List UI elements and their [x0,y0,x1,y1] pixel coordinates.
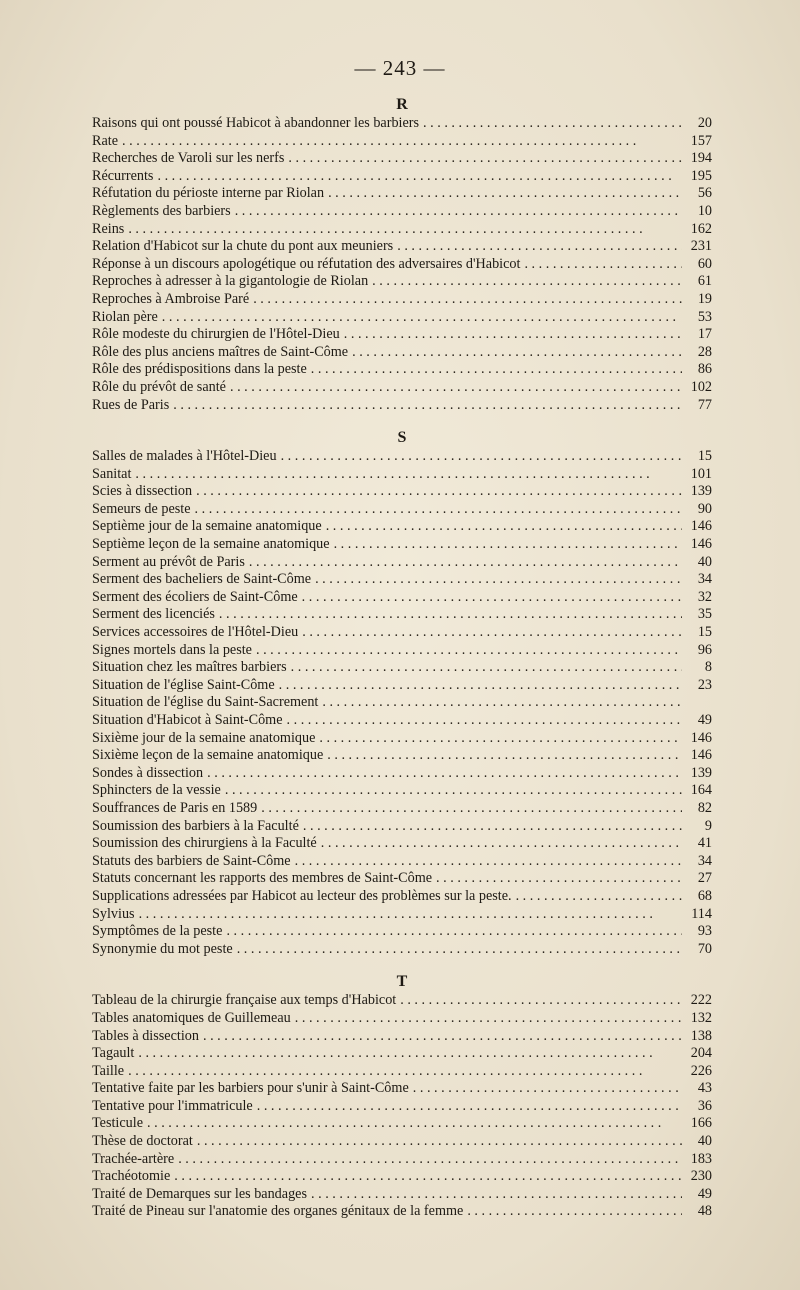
index-entry [92,906,712,924]
entry-page-number: 77 [697,396,712,413]
entry-page-number: 35 [697,606,712,623]
index-entry [92,448,712,466]
entry-page-number: 17 [697,326,712,343]
section-letter: R [396,96,408,113]
index-entry [92,518,712,536]
entry-page-number: 231 [690,238,712,255]
entry-page-number: 82 [697,799,712,816]
entry-label: Rate [92,132,118,149]
entry-label: Soumission des barbiers à la Faculté [92,817,299,834]
entry-page-number: 132 [690,1009,712,1026]
entry-label: Raisons qui ont poussé Habicot à abandonner les barbiers [92,115,420,131]
entry-label: Symptômes de la peste [92,923,223,940]
dot-leader [400,992,682,1010]
entry-label: Réfutation du périoste interne par Riolan [92,185,325,202]
entry-page-number: 146 [690,536,712,553]
index-entry [92,835,712,853]
entry-page-number: 43 [697,1080,712,1097]
entry-label: Serment des écoliers de Saint-Côme [92,588,298,605]
entry-page-number: 226 [690,1062,712,1079]
dot-leader [321,835,682,853]
index-entry [92,730,712,748]
dot-leader [352,344,682,362]
dot-leader [197,1133,682,1151]
page-number: — 243 — [354,56,446,80]
entry-label: Salles de malades à l'Hôtel-Dieu [92,448,277,465]
dot-leader [423,115,682,133]
entry-page-number: 49 [697,712,712,728]
dot-leader [173,397,682,415]
dot-leader [207,765,682,783]
index-entry [92,992,712,1010]
index-entry [92,379,712,397]
dot-leader [413,1080,682,1098]
index-entry [92,238,712,256]
entry-label: Situation de l'église Saint-Côme [92,676,275,693]
dot-leader [436,870,682,888]
index-entry [92,203,712,221]
entry-label: Thèse de doctorat [92,1133,193,1150]
entry-page-number: 102 [690,378,712,395]
entry-label: Serment au prévôt de Paris [92,553,245,570]
index-entry [92,888,712,906]
dot-leader [195,501,683,519]
entry-page-number: 183 [690,1150,712,1167]
index-entry [92,782,712,800]
entry-page-number: 195 [690,167,712,184]
index-entry [92,818,712,836]
entry-label: Serment des bacheliers de Saint-Côme [92,571,312,588]
index-entry [92,1045,712,1063]
index-entry [92,115,712,133]
entry-label: Riolan père [92,308,158,325]
entry-label: Supplications adressées par Habicot au lecteur des problèmes sur la peste. [92,887,512,904]
index-entry [92,853,712,871]
entry-label: Sondes à dissection [92,764,204,781]
entry-page-number: 86 [697,361,712,378]
index-entry [92,168,712,186]
dot-leader [303,818,682,836]
entry-page-number: 32 [697,588,712,605]
entry-label: Reproches à Ambroise Paré [92,290,250,307]
entry-page-number: 139 [690,483,712,500]
entry-page-number: 19 [697,290,712,307]
index-entry [92,1115,712,1133]
entry-page-number: 96 [697,641,712,658]
index-entry [92,677,712,695]
dot-leader [467,1203,682,1221]
entry-page-number: 28 [697,343,712,360]
index-entry [92,133,712,151]
entry-label: Réponse à un discours apologétique ou réfutation des adversaires d'Habicot [92,255,521,272]
index-entry [92,273,712,291]
entry-label: Situation de l'église du Saint-Sacrement [92,694,319,711]
dot-leader [279,677,682,695]
entry-label: Rôle du prévôt de santé [92,378,226,395]
entry-page-number: 56 [697,185,712,202]
entry-label: Rôle des prédispositions dans la peste [92,361,307,378]
entry-label: Soumission des chirurgiens à la Faculté [92,835,317,852]
index-entry [92,606,712,624]
index-entry [92,571,712,589]
entry-label: Tentative faite par les barbiers pour s'unir à Saint-Côme [92,1080,409,1097]
entry-label: Testicule [92,1115,144,1132]
dot-leader [235,203,682,221]
dot-leader [174,1168,682,1186]
index-entry [92,221,712,239]
entry-label: Rôle modeste du chirurgien de l'Hôtel-Dieu [92,326,340,343]
entry-page-number: 49 [697,1185,712,1202]
dot-leader [397,238,682,256]
entry-label: Signes mortels dans la peste [92,641,252,658]
index-entry [92,1010,712,1028]
entry-label: Sphincters de la vessie [92,782,221,799]
dot-leader [178,1151,682,1169]
entry-page-number: 230 [690,1168,712,1185]
entry-page-number: 61 [697,273,712,290]
dot-leader [249,554,682,572]
index-entry [92,344,712,362]
entry-page-number: 60 [697,255,712,272]
dot-leader [157,168,682,186]
entry-page-number: 114 [691,905,712,922]
dot-leader [226,923,682,941]
index-entry [92,483,712,501]
dot-leader [138,1045,682,1063]
index-entry [92,1080,712,1098]
index-entry [92,712,712,730]
index-entry [92,466,712,484]
entry-page-number: 20 [697,115,712,131]
index-entry [92,1098,712,1116]
entry-label: Tableau de la chirurgie française aux temps d'Habicot [92,992,397,1009]
entry-label: Reproches à adresser à la gigantologie de Riolan [92,273,369,290]
index-list [92,88,712,1221]
entry-label: Statuts concernant les rapports des membres de Saint-Côme [92,870,433,887]
index-entry [92,256,712,274]
entry-label: Synonymie du mot peste [92,940,233,957]
entry-label: Rues de Paris [92,396,170,413]
dot-leader [257,1098,682,1116]
entry-page-number: 146 [690,518,712,535]
index-entry [92,185,712,203]
entry-page-number: 70 [697,940,712,957]
dot-leader [344,326,682,344]
entry-page-number: 41 [697,835,712,852]
entry-label: Septième leçon de la semaine anatomique [92,536,330,553]
section-letter: T [396,973,408,991]
entry-label: Reins [92,220,125,237]
index-entry [92,501,712,519]
entry-label: Recherches de Varoli sur les nerfs [92,150,285,167]
entry-page-number: 146 [690,747,712,764]
entry-page-number: 34 [697,571,712,588]
entry-label: Taille [92,1062,125,1079]
entry-label: Traité de Pineau sur l'anatomie des organes génitaux de la femme [92,1203,464,1220]
index-entry [92,624,712,642]
entry-page-number: 8 [704,659,712,676]
dot-leader [128,1063,682,1081]
entry-label: Tentative pour l'immatricule [92,1097,253,1114]
entry-label: Semeurs de peste [92,500,191,517]
dot-leader [139,906,682,924]
index-entry [92,642,712,660]
index-entry [92,1028,712,1046]
dot-leader [196,483,682,501]
entry-page-number: 194 [690,150,712,167]
entry-page-number: 40 [697,1133,712,1150]
index-entry [92,554,712,572]
dot-leader [128,221,682,239]
entry-label: Serment des licenciés [92,606,215,623]
dot-leader [311,1186,682,1204]
dot-leader [327,747,682,765]
index-entry [92,747,712,765]
index-entry [92,589,712,607]
entry-label: Trachéotomie [92,1168,171,1185]
dot-leader [326,518,682,536]
entry-page-number: 157 [690,132,712,149]
dot-leader [288,150,682,168]
entry-label: Rôle des plus anciens maîtres de Saint-Côme [92,343,349,360]
entry-page-number: 48 [697,1203,712,1220]
index-entry [92,941,712,959]
index-entry [92,1203,712,1221]
dot-leader [295,1010,682,1028]
index-entry [92,765,712,783]
dot-leader [237,941,682,959]
entry-page-number: 27 [697,870,712,887]
dot-leader [256,642,682,660]
dot-leader [135,466,682,484]
entry-page-number: 101 [690,465,712,482]
dot-leader [311,361,682,379]
entry-label: Tables à dissection [92,1027,199,1044]
index-entry [92,659,712,677]
dot-leader [203,1028,682,1046]
index-entry [92,536,712,554]
entry-label: Règlements des barbiers [92,202,231,219]
dot-leader [253,291,682,309]
entry-label: Scies à dissection [92,483,193,500]
entry-page-number: 222 [690,992,712,1009]
dot-leader [281,448,682,466]
index-entry [92,800,712,818]
entry-label: Souffrances de Paris en 1589 [92,799,258,816]
entry-label: Services accessoires de l'Hôtel-Dieu [92,624,299,641]
entry-page-number: 23 [697,676,712,693]
entry-page-number: 15 [697,624,712,641]
dot-leader [122,133,682,151]
dot-leader [322,694,682,712]
dot-leader [524,256,682,274]
entry-page-number: 53 [697,308,712,325]
index-entry [92,1186,712,1204]
entry-label: Tables anatomiques de Guillemeau [92,1009,291,1026]
entry-label: Relation d'Habicot sur la chute du pont aux meuniers [92,238,394,255]
entry-page-number: 162 [690,220,712,237]
entry-label: Trachée-artère [92,1150,175,1167]
entry-label: Situation d'Habicot à Saint-Côme [92,712,283,728]
index-entry [92,309,712,327]
dot-leader [334,536,682,554]
dot-leader [302,624,682,642]
index-entry [92,923,712,941]
index-entry [92,1151,712,1169]
entry-page-number: 166 [690,1115,712,1132]
entry-label: Traité de Demarques sur les bandages [92,1185,307,1202]
entry-page-number: 40 [697,553,712,570]
entry-page-number: 36 [697,1097,712,1114]
index-entry [92,150,712,168]
index-entry [92,870,712,888]
entry-label: Sanitat [92,465,132,482]
entry-page-number: 139 [690,764,712,781]
dot-leader [225,782,682,800]
dot-leader [372,273,682,291]
dot-leader [291,659,682,677]
index-entry [92,1168,712,1186]
entry-page-number: 204 [690,1045,712,1062]
entry-page-number: 9 [704,817,712,834]
index-entry [92,694,712,712]
dot-leader [230,379,682,397]
dot-leader [219,606,682,624]
index-entry [92,1133,712,1151]
entry-page-number: 15 [697,448,712,465]
index-entry [92,326,712,344]
dot-leader [162,309,682,327]
section-letter: S [397,429,407,447]
entry-label: Situation chez les maîtres barbiers [92,659,287,676]
entry-label: Statuts des barbiers de Saint-Côme [92,852,291,869]
entry-page-number: 138 [690,1027,712,1044]
entry-page-number: 10 [697,202,712,219]
dot-leader [315,571,682,589]
dot-leader [328,185,682,203]
entry-label: Sixième jour de la semaine anatomique [92,729,316,746]
entry-label: Septième jour de la semaine anatomique [92,518,322,535]
dot-leader [295,853,682,871]
entry-label: Sylvius [92,905,135,922]
index-entry [92,291,712,309]
entry-page-number: 34 [697,852,712,869]
entry-page-number: 146 [690,729,712,746]
dot-leader [287,712,682,730]
dot-leader [261,800,682,818]
index-entry [92,1063,712,1081]
dot-leader [516,888,682,906]
entry-page-number: 90 [697,500,712,517]
entry-label: Récurrents [92,167,154,184]
dot-leader [302,589,682,607]
entry-label: Sixième leçon de la semaine anatomique [92,747,324,764]
dot-leader [319,730,682,748]
index-entry [92,397,712,415]
index-entry [92,361,712,379]
entry-page-number: 68 [697,887,712,904]
entry-label: Tagault [92,1045,135,1062]
dot-leader [147,1115,682,1133]
entry-page-number: 164 [690,782,712,799]
entry-page-number: 93 [697,923,712,940]
